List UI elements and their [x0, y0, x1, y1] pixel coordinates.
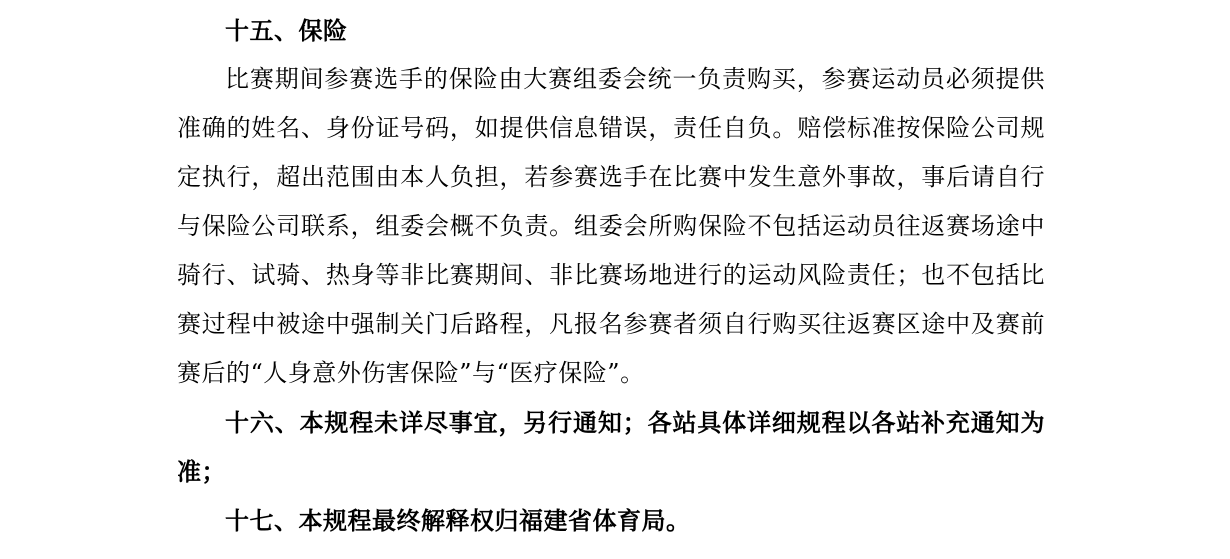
- document-page: [177, 6, 1045, 545]
- section-16-paragraph: 十六、本规程未详尽事宜，另行通知；各站具体详细规程以各站补充通知为准；: [177, 408, 1045, 486]
- section-17-paragraph: 十七、本规程最终解释权归福建省体育局。: [225, 506, 691, 535]
- section-15-heading: 十五、保险: [225, 16, 348, 45]
- section-15-body: 比赛期间参赛选手的保险由大赛组委会统一负责购买，参赛运动员必须提供准确的姓名、身份证号码，如提供信息错误，责任自负。赔偿标准按保险公司规定执行，超出范围由本人负担，若参赛选手在比赛中发生意外事故，事后请自行与保险公司联系，组委会概不负责。组委会所购保险不包括运动员往返赛场途中骑行、试骑、热身等非比赛期间、非比赛场地进行的运动风险责任；也不包括比赛过程中被途中强制关门后路程，凡报名参赛者须自行购买往返赛区途中及赛前赛后的“人身意外伤害保险”与“医疗保险”。: [177, 65, 1045, 387]
